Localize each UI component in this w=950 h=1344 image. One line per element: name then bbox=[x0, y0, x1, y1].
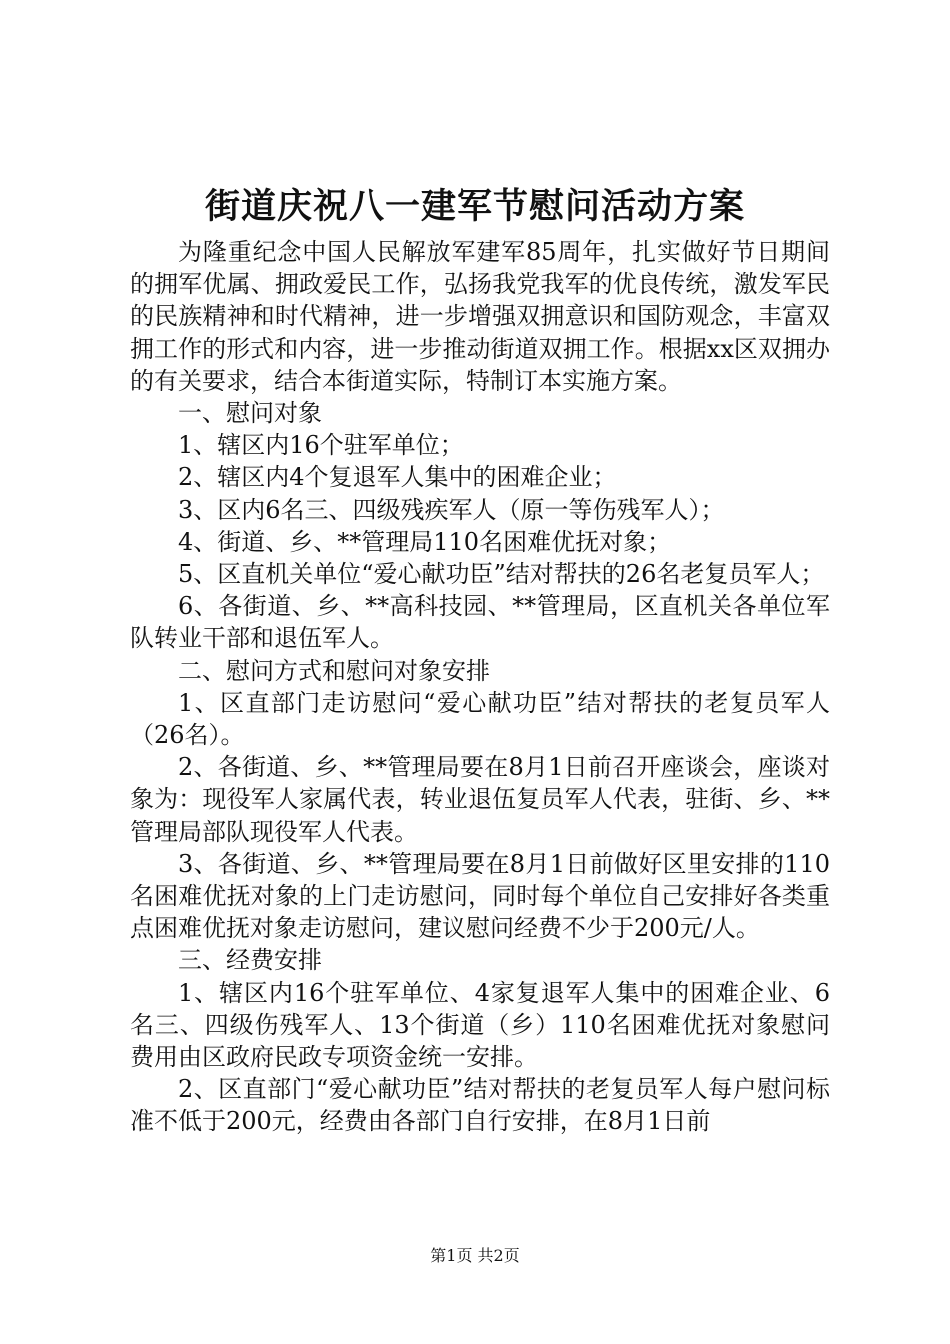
section-heading-funding: 三、经费安排 bbox=[178, 946, 322, 975]
list-item: 4、街道、乡、**管理局110名困难优抚对象； bbox=[178, 527, 672, 556]
list-item: 3、区内6名三、四级残疾军人（原一等伤残军人）； bbox=[178, 495, 725, 524]
list-item: 2、区直部门“爱心献功臣”结对帮扶的老复员军人每户慰问标准不低于200元，经费由各部门自行安排，在8月1日前 bbox=[130, 1075, 830, 1136]
document-body bbox=[130, 236, 830, 1138]
section-heading-recipients: 一、慰问对象 bbox=[178, 399, 322, 428]
list-item: 2、辖区内4个复退军人集中的困难企业； bbox=[178, 463, 617, 492]
intro-paragraph: 为隆重纪念中国人民解放军建军85周年，扎实做好节日期间的拥军优属、拥政爱民工作，弘扬我党我军的优良传统，激发军民的民族精神和时代精神，进一步增强双拥意识和国防观念，丰富双拥工作的形式和内容，进一步推动街道双拥工作。根据xx区双拥办的有关要求，结合本街道实际，特制订本实施方案。 bbox=[130, 238, 830, 395]
list-item: 5、区直机关单位“爱心献功臣”结对帮扶的26名老复员军人； bbox=[178, 560, 825, 589]
list-item: 6、各街道、乡、**高科技园、**管理局，区直机关各单位军队转业干部和退伍军人。 bbox=[130, 592, 830, 653]
list-item: 1、辖区内16个驻军单位； bbox=[178, 431, 464, 460]
list-item: 1、区直部门走访慰问“爱心献功臣”结对帮扶的老复员军人（26名）。 bbox=[130, 688, 830, 750]
page-footer: 第1页 共2页 bbox=[430, 1246, 520, 1265]
section-heading-arrangements: 二、慰问方式和慰问对象安排 bbox=[178, 656, 490, 685]
list-item: 2、各街道、乡、**管理局要在8月1日前召开座谈会，座谈对象为：现役军人家属代表，转业退伍复员军人代表，驻街、乡、**管理局部队现役军人代表。 bbox=[130, 753, 830, 846]
document-title: 街道庆祝八一建军节慰问活动方案 bbox=[204, 186, 745, 227]
list-item: 3、各街道、乡、**管理局要在8月1日前做好区里安排的110名困难优抚对象的上门走访慰问，同时每个单位自己安排好各类重点困难优抚对象走访慰问，建议慰问经费不少于200元/人。 bbox=[130, 849, 830, 943]
list-item: 1、辖区内16个驻军单位、4家复退军人集中的困难企业、6名三、四级伤残军人、13个街道（乡）110名困难优抚对象慰问费用由区政府民政专项资金统一安排。 bbox=[130, 978, 830, 1072]
